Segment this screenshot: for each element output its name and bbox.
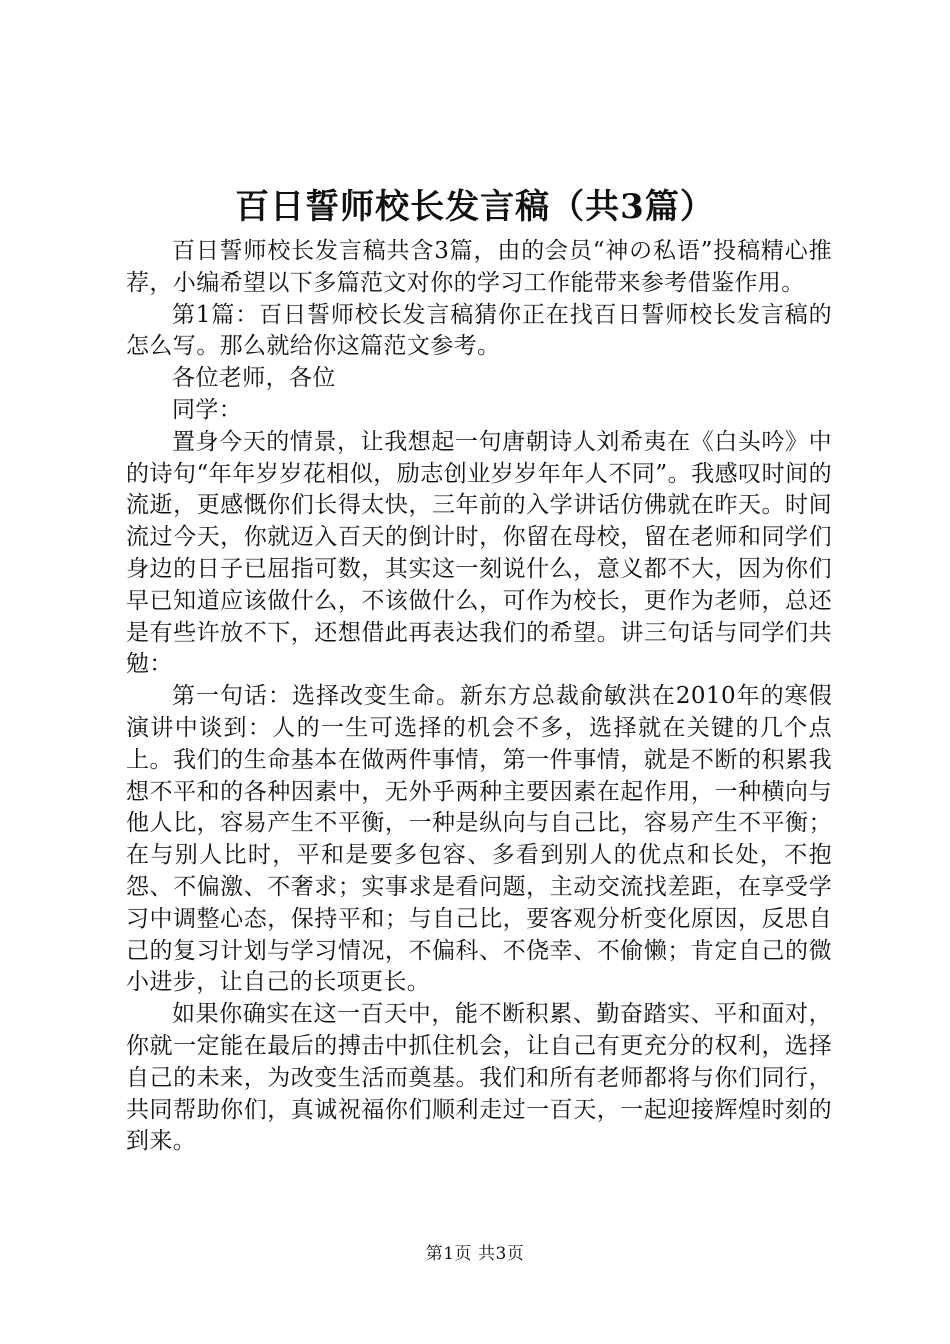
body-paragraph: 第一句话：选择改变生命。新东方总裁俞敏洪在2010年的寒假演讲中谈到：人的一生可选择的机会不多，选择就在关键的几个点上。我们的生命基本在做两件事情，第一件事情，就是不断的积累我想不平和的各种因素中，无外乎两种主要因素在起作用，一种横向与他人比，容易产生不平衡，一种是纵向与自己比，容易产生不平衡；在与别人比时，平和是要多包容、多看到别人的优点和长处，不抱怨、不偏激、不奢求；实事求是看问题，主动交流找差距，在享受学习中调整心态，保持平和；与自己比，要客观分析变化原因，反思自己的复习计划与学习情况，不偏科、不侥幸、不偷懒；肯定自己的微小进步，让自己的长项更长。 (126, 683, 832, 996)
intro-paragraph: 百日誓师校长发言稿共含3篇，由的会员“神の私语”投稿精心推荐，小编希望以下多篇范文对你的学习工作能带来参考借鉴作用。 (126, 238, 832, 296)
page-number-footer: 第1页 共3页 (425, 1244, 525, 1264)
page-title: 百日誓师校长发言稿（共3篇） (235, 187, 715, 227)
article-body (126, 236, 832, 1158)
salutation-line-continued: 同学： (172, 396, 243, 423)
body-paragraph: 置身今天的情景，让我想起一句唐朝诗人刘希夷在《白头吟》中的诗句“年年岁岁花相似，励志创业岁岁年年人不同”。我感叹时间的流逝，更感慨你们长得太快，三年前的入学讲话仿佛就在昨天。时间流过今天，你就迈入百天的倒计时，你留在母校，留在老师和同学们身边的日子已屈指可数，其实这一刻说什么，意义都不大，因为你们早已知道应该做什么，不该做什么，可作为校长，更作为老师，总还是有些许放不下，还想借此再表达我们的希望。讲三句话与同学们共勉： (126, 428, 832, 678)
section-1-heading-paragraph: 第1篇：百日誓师校长发言稿猜你正在找百日誓师校长发言稿的怎么写。那么就给你这篇范文参考。 (126, 301, 832, 360)
salutation-line: 各位老师，各位 (172, 365, 336, 392)
body-paragraph: 如果你确实在这一百天中，能不断积累、勤奋踏实、平和面对，你就一定能在最后的搏击中抓住机会，让自己有更充分的权利，选择自己的未来，为改变生活而奠基。我们和所有老师都将与你们同行，共同帮助你们，真诚祝福你们顺利走过一百天，一起迎接辉煌时刻的到来。 (126, 1001, 832, 1155)
